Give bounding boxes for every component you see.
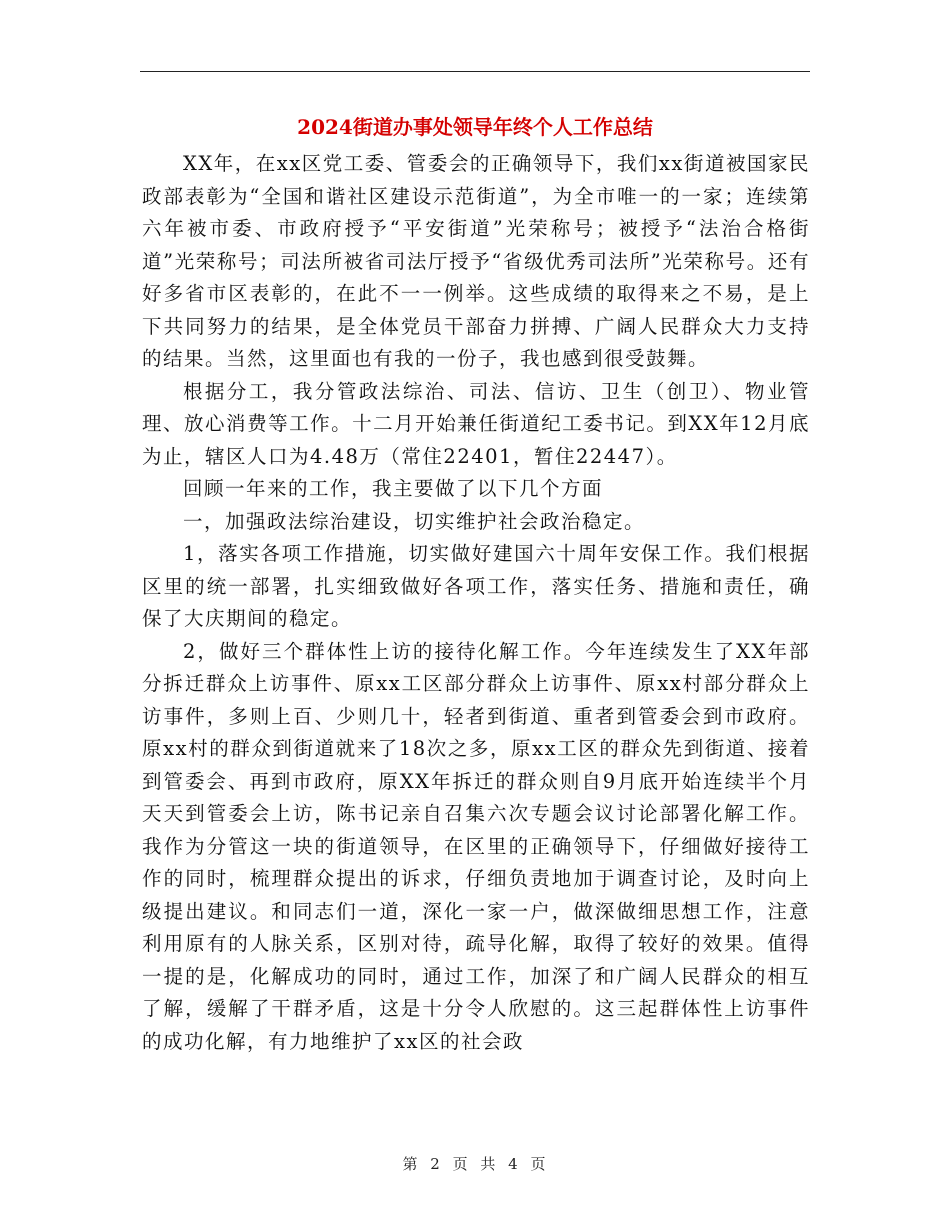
paragraph-responsibilities: 根据分工，我分管政法综治、司法、信访、卫生（创卫）、物业管理、放心消费等工作。十二月开始兼任街道纪工委书记。到XX年12月底为止，辖区人口为4.48万（常住22401，暂住22447）。 (142, 379, 810, 468)
document-title: 2024街道办事处领导年终个人工作总结 (297, 115, 653, 139)
header-rule (140, 71, 810, 72)
paragraph-item-2: 2，做好三个群体性上访的接待化解工作。今年连续发生了XX年部分拆迁群众上访事件、原xx工区部分群众上访事件、原xx村部分群众上访事件，多则上百、少则几十，轻者到街道、重者到管委会到市政府。原xx村的群众到街道就来了18次之多，原xx工区的群众先到街道、接着到管委会、再到市政府，原XX年拆迁的群众则自9月底开始连续半个月天天到管委会上访，陈书记亲自召集六次专题会议讨论部署化解工作。我作为分管这一块的街道领导，在区里的正确领导下，仔细做好接待工作的同时，梳理群众提出的诉求，仔细负责地加于调查讨论，及时向上级提出建议。和同志们一道，深化一家一户，做深做细思想工作，注意利用原有的人脉关系，区别对待，疏导化解，取得了较好的效果。值得一提的是，化解成功的同时，通过工作，加深了和广阔人民群众的相互了解，缓解了干群矛盾，这是十分令人欣慰的。这三起群体性上访事件的成功化解，有力地维护了xx区的社会政 (142, 639, 810, 1053)
section-heading-1: 一，加强政法综治建设，切实维护社会政治稳定。 (182, 509, 645, 533)
page-number-footer: 第 2 页 共 4 页 (402, 1155, 548, 1173)
paragraph-achievements: XX年，在xx区党工委、管委会的正确领导下，我们xx街道被国家民政部表彰为“全国和谐社区建设示范街道”，为全市唯一的一家；连续第六年被市委、市政府授予“平安街道”光荣称号；被授予“法治合格街道”光荣称号；司法所被省司法厅授予“省级优秀司法所”光荣称号。还有好多省市区表彰的，在此不一一例举。这些成绩的取得来之不易，是上下共同努力的结果，是全体党员干部奋力拼搏、广阔人民群众大力支持的结果。当然，这里面也有我的一份子，我也感到很受鼓舞。 (142, 152, 810, 370)
document-body (142, 148, 810, 1058)
paragraph-item-1: 1，落实各项工作措施，切实做好建国六十周年安保工作。我们根据区里的统一部署，扎实细致做好各项工作，落实任务、措施和责任，确保了大庆期间的稳定。 (142, 542, 810, 630)
paragraph-review-intro: 回顾一年来的工作，我主要做了以下几个方面 (182, 477, 603, 500)
